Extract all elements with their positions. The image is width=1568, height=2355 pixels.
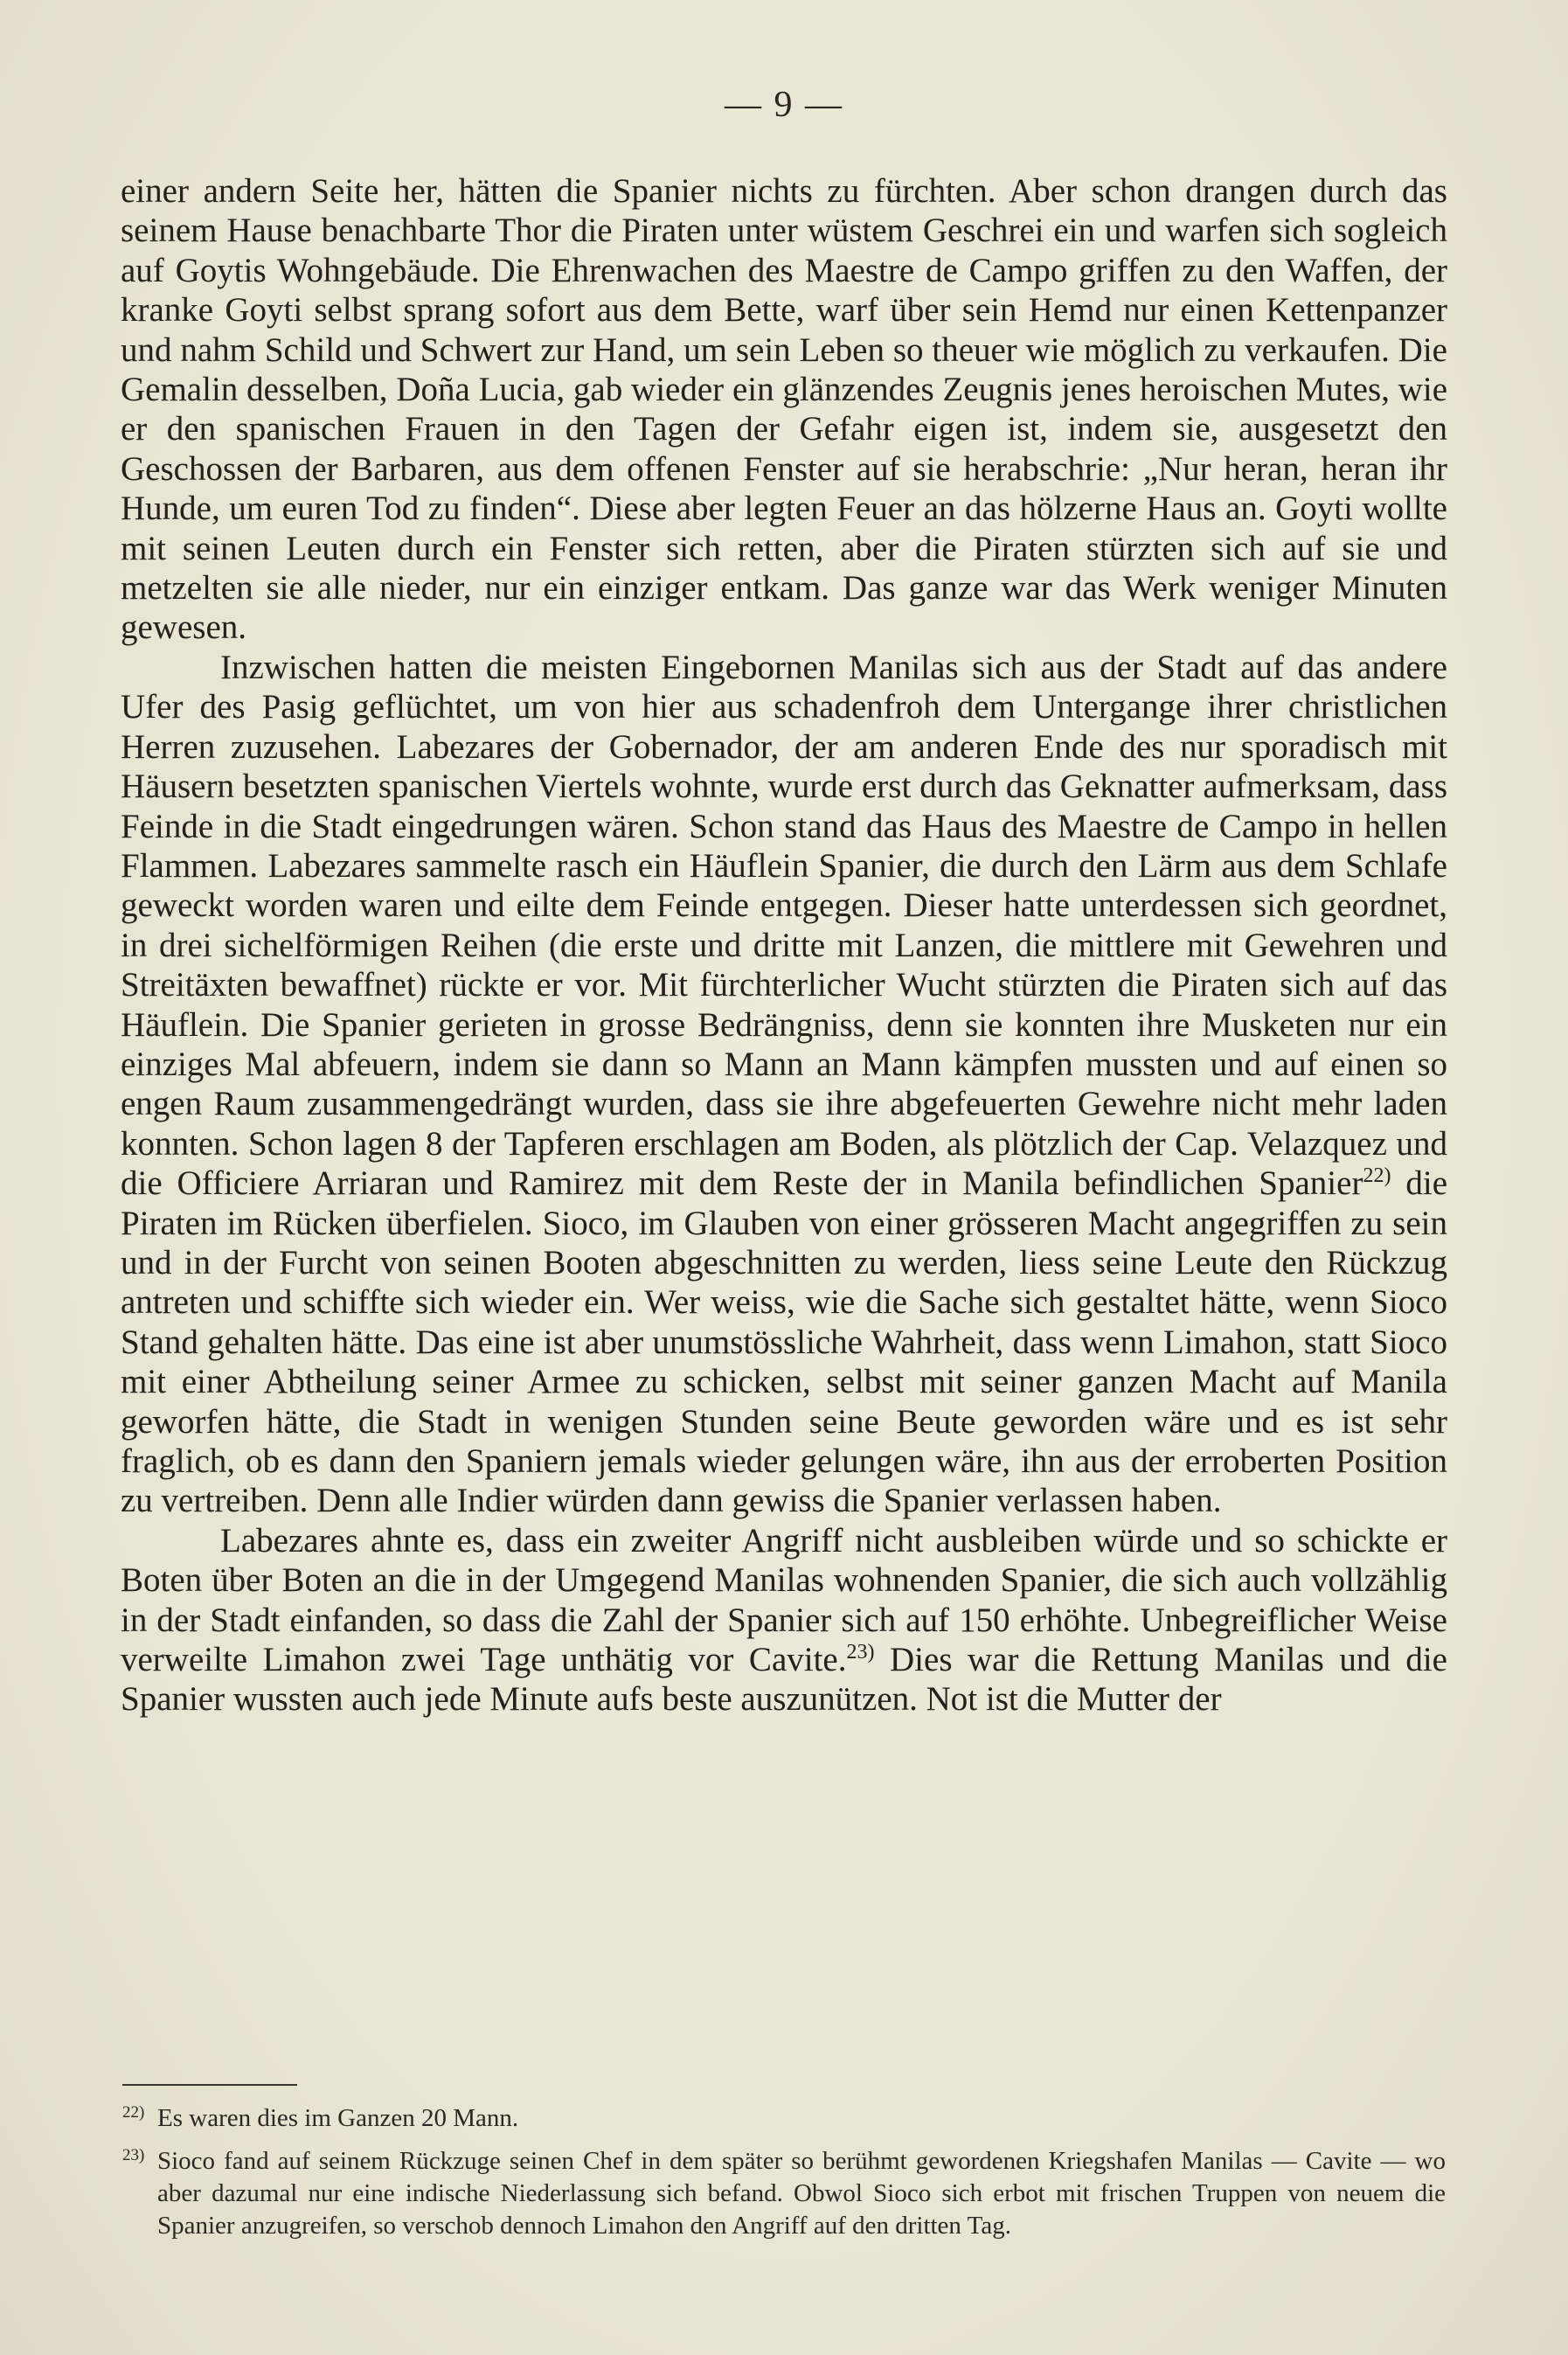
footnote-divider <box>122 2084 297 2086</box>
footnote-23-number: 23) <box>122 2146 145 2164</box>
paragraph-3-part-2: Dies war die Rettung Manilas und die Spanier wussten auch jede Minute aufs beste auszunützen. Not ist die Mutter der <box>121 1641 1447 1719</box>
footnote-ref-22: 22) <box>1363 1164 1391 1188</box>
paragraph-2-part-1: Inzwischen hatten die meisten Eingebornen Manilas sich aus der Stadt auf das andere Ufer des Pasig geflüchtet, um von hier aus schadenfroh dem Untergange ihrer christlichen Herren zuzusehen. Labezares der Gobernador, der am anderen Ende des nur sporadisch mit Häusern besetzten spanischen Viertels wohnte, wurde erst durch das Geknatter aufmerksam, dass Feinde in die Stadt eingedrungen wären. Schon stand das Haus des Maestre de Campo in hellen Flammen. Labezares sammelte rasch ein Häuflein Spanier, die durch den Lärm aus dem Schlafe geweckt worden waren und eilte dem Feinde entgegen. Dieser hatte unterdessen sich geordnet, in drei sichelförmigen Reihen (die erste und dritte mit Lanzen, die mittlere mit Gewehren und Streitäxten bewaffnet) rückte er vor. Mit fürchterlicher Wucht stürzten die Piraten sich auf das Häuflein. Die Spanier gerieten in grosse Bedrängniss, denn sie konnten ihre Musketen nur ein einziges Mal abfeuern, indem sie dann so Mann an Mann kämpfen mussten und auf einen so engen Raum zusammengedrängt wurden, dass sie ihre abgefeuerten Gewehre nicht mehr laden konnten. Schon lagen 8 der Tapferen erschlagen am Boden, als plötzlich der Cap. Velazquez und die Officiere Arriaran und Ramirez mit dem Reste der in Manila befindlichen Spanier <box>121 648 1447 1203</box>
paragraph-1: einer andern Seite her, hätten die Spanier nichts zu fürchten. Aber schon drangen durch das seinem Hause benachbarte Thor die Piraten unter wüstem Geschrei ein und warfen sich sogleich auf Goytis Wohngebäude. Die Ehrenwachen des Maestre de Campo griffen zu den Waffen, der kranke Goyti selbst sprang sofort aus dem Bette, warf über sein Hemd nur einen Kettenpanzer und nahm Schild und Schwert zur Hand, um sein Leben so theuer wie möglich zu verkaufen. Die Gemalin desselben, Doña Lucia, gab wieder ein glänzendes Zeugnis jenes heroischen Mutes, wie er den spanischen Frauen in den Tagen der Gefahr eigen ist, indem sie, ausgesetzt den Geschossen der Barbaren, aus dem offenen Fenster auf sie herabschrie: „Nur heran, heran ihr Hunde, um euren Tod zu finden“. Diese aber legten Feuer an das hölzerne Haus an. Goyti wollte mit seinen Leuten durch ein Fenster sich retten, aber die Piraten stürzten sich auf sie und metzelten sie alle nieder, nur ein einziger entkam. Das ganze war das Werk weniger Minuten gewesen. <box>121 172 1447 647</box>
paragraph-2 <box>121 648 1447 1521</box>
footnote-22-text: Es waren dies im Ganzen 20 Mann. <box>157 2104 519 2132</box>
footnote-23-text: Sioco fand auf seinem Rückzuge seinen Chef in dem später so berühmt gewordenen Kriegshafen Manilas — Cavite — wo aber dazumal nur eine indische Niederlassung sich befand. Obwol Sioco sich erbot mit frischen Truppen von neuem die Spanier anzugreifen, so verschob dennoch Limahon den Angriff auf den dritten Tag. <box>157 2147 1446 2240</box>
footnote-23 <box>122 2145 1446 2242</box>
main-text <box>121 171 1447 1719</box>
footnotes <box>122 2102 1446 2253</box>
paragraph-3 <box>121 1521 1447 1719</box>
footnote-22 <box>122 2102 1446 2135</box>
paragraph-2-part-2: die Piraten im Rücken überfielen. Sioco, im Glauben von einer grösseren Macht angegriffen zu sein und in der Furcht von seinen Booten abgeschnitten zu werden, liess seine Leute den Rückzug antreten und schiffte sich wieder ein. Wer weiss, wie die Sache sich gestaltet hätte, wenn Sioco Stand gehalten hätte. Das eine ist aber unumstössliche Wahrheit, dass wenn Limahon, statt Sioco mit einer Abtheilung seiner Armee zu schicken, selbst mit seiner ganzen Macht auf Manila geworfen hätte, die Stadt in wenigen Stunden seine Beute geworden wäre und es ist sehr fraglich, ob es dann den Spaniern jemals wieder gelungen wäre, ihn aus der erroberten Position zu vertreiben. Denn alle Indier würden dann gewiss die Spanier verlassen haben. <box>121 1164 1447 1520</box>
paragraph-3-part-1: Labezares ahnte es, dass ein zweiter Angriff nicht ausbleiben würde und so schickte er Boten über Boten an die in der Umgegend Manilas wohnenden Spanier, die sich auch vollzählig in der Stadt einfanden, so dass die Zahl der Spanier sich auf 150 erhöhte. Unbegreiflicher Weise verweilte Limahon zwei Tage unthätig vor Cavite. <box>121 1521 1447 1679</box>
footnote-22-number: 22) <box>122 2103 145 2122</box>
page-number: — 9 — <box>725 85 843 125</box>
footnote-ref-23: 23) <box>846 1641 875 1664</box>
